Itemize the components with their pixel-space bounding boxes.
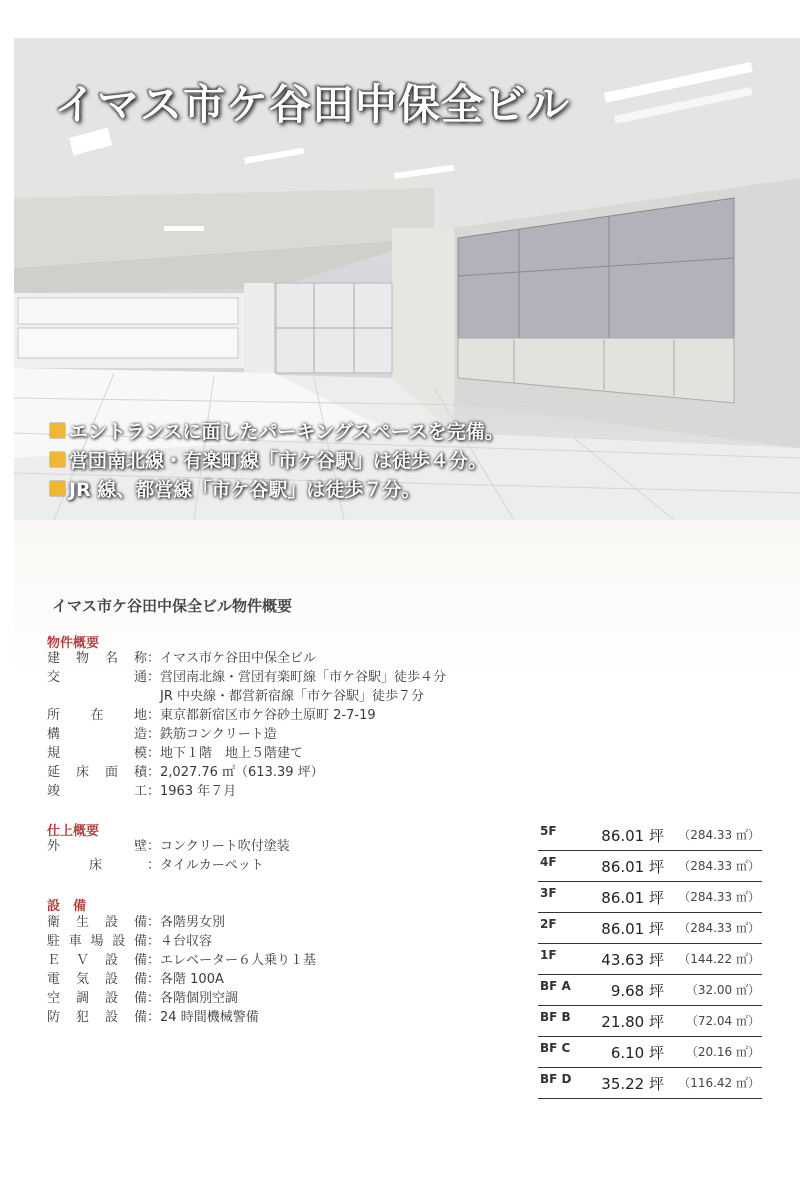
- highlights-list: [50, 416, 504, 503]
- property-row: 規模：地下１階 地上５階建て: [47, 746, 304, 761]
- property-row: JR 中央線・都営新宿線「市ケ谷駅」徒歩７分: [160, 689, 424, 704]
- property-row: 所在地：東京都新宿区市ケ谷砂土原町 2-7-19: [47, 708, 376, 723]
- floor-label: BF C: [540, 1041, 571, 1055]
- property-row: 構造：鉄筋コンクリート造: [47, 727, 277, 742]
- floor-tsubo: 21.80 坪: [601, 1013, 664, 1031]
- equipment-row: 空調設備：各階個別空調: [47, 991, 239, 1006]
- floor-sqm: （284.33 ㎡）: [678, 921, 760, 935]
- highlight-item: エントランスに面したパーキングスペースを完備。: [50, 416, 504, 445]
- floor-row: [538, 975, 762, 1006]
- property-row: 交通：営団南北線・営団有楽町線「市ケ谷駅」徒歩４分: [47, 670, 447, 685]
- floor-sqm: （72.04 ㎡）: [685, 1014, 760, 1028]
- floor-row: [538, 820, 762, 851]
- floor-label: 2F: [540, 917, 557, 931]
- square-bullet-icon: [50, 452, 65, 467]
- finish-row: 床 ：タイルカーペット: [89, 858, 264, 873]
- floor-label: 5F: [540, 824, 557, 838]
- floor-sqm: （32.00 ㎡）: [685, 983, 760, 997]
- equipment-heading: 設 備: [47, 899, 87, 914]
- property-heading: 物件概要: [47, 636, 100, 651]
- floor-tsubo: 86.01 坪: [601, 858, 664, 876]
- finish-row: 外壁：コンクリート吹付塗装: [47, 839, 290, 854]
- property-row: 竣工：1963 年７月: [47, 784, 237, 799]
- floor-label: 1F: [540, 948, 557, 962]
- floor-tsubo: 86.01 坪: [601, 920, 664, 938]
- highlight-item: 営団南北線・有楽町線「市ケ谷駅」は徒歩４分。: [50, 445, 504, 474]
- equipment-row: 電気設備：各階 100A: [47, 972, 224, 987]
- overview-title: イマス市ケ谷田中保全ビル物件概要: [52, 597, 293, 615]
- floor-sqm: （20.16 ㎡）: [685, 1045, 760, 1059]
- floor-sqm: （116.42 ㎡）: [678, 1076, 760, 1090]
- property-row: 延床面積：2,027.76 ㎡（613.39 坪）: [47, 765, 324, 780]
- floor-sqm: （144.22 ㎡）: [678, 952, 760, 966]
- floor-sqm: （284.33 ㎡）: [678, 890, 760, 904]
- floor-sqm: （284.33 ㎡）: [678, 859, 760, 873]
- equipment-row: 防犯設備：24 時間機械警備: [47, 1010, 259, 1025]
- office-interior-photo: [14, 38, 800, 520]
- floor-row: [538, 1006, 762, 1037]
- floor-label: BF B: [540, 1010, 571, 1024]
- floor-tsubo: 43.63 坪: [601, 951, 664, 969]
- equipment-row: 衛生設備：各階男女別: [47, 915, 226, 930]
- floor-tsubo: 6.10 坪: [610, 1044, 664, 1062]
- floor-sqm: （284.33 ㎡）: [678, 828, 760, 842]
- floor-label: BF A: [540, 979, 571, 993]
- highlight-item: JR 線、都営線「市ケ谷駅」は徒歩７分。: [50, 474, 504, 503]
- building-title: イマス市ケ谷田中保全ビル: [54, 80, 571, 129]
- floor-label: 4F: [540, 855, 557, 869]
- property-row: 建物名称：イマス市ケ谷田中保全ビル: [47, 651, 317, 666]
- floor-tsubo: 35.22 坪: [601, 1075, 664, 1093]
- floor-tsubo: 9.68 坪: [610, 982, 664, 1000]
- square-bullet-icon: [50, 423, 65, 438]
- equipment-row: 駐車場設備：４台収容: [47, 934, 213, 949]
- floor-tsubo: 86.01 坪: [601, 827, 664, 845]
- floor-row: [538, 851, 762, 882]
- floor-label: BF D: [540, 1072, 572, 1086]
- floor-row: [538, 1068, 762, 1099]
- floor-row: [538, 913, 762, 944]
- square-bullet-icon: [50, 481, 65, 496]
- equipment-row: ＥＶ設備：エレベーター６人乗り１基: [47, 953, 317, 968]
- floor-tsubo: 86.01 坪: [601, 889, 664, 907]
- floor-row: [538, 944, 762, 975]
- floor-label: 3F: [540, 886, 557, 900]
- finish-heading: 仕上概要: [47, 824, 100, 839]
- floor-row: [538, 1037, 762, 1068]
- floor-row: [538, 882, 762, 913]
- floor-area-table: [538, 820, 762, 1099]
